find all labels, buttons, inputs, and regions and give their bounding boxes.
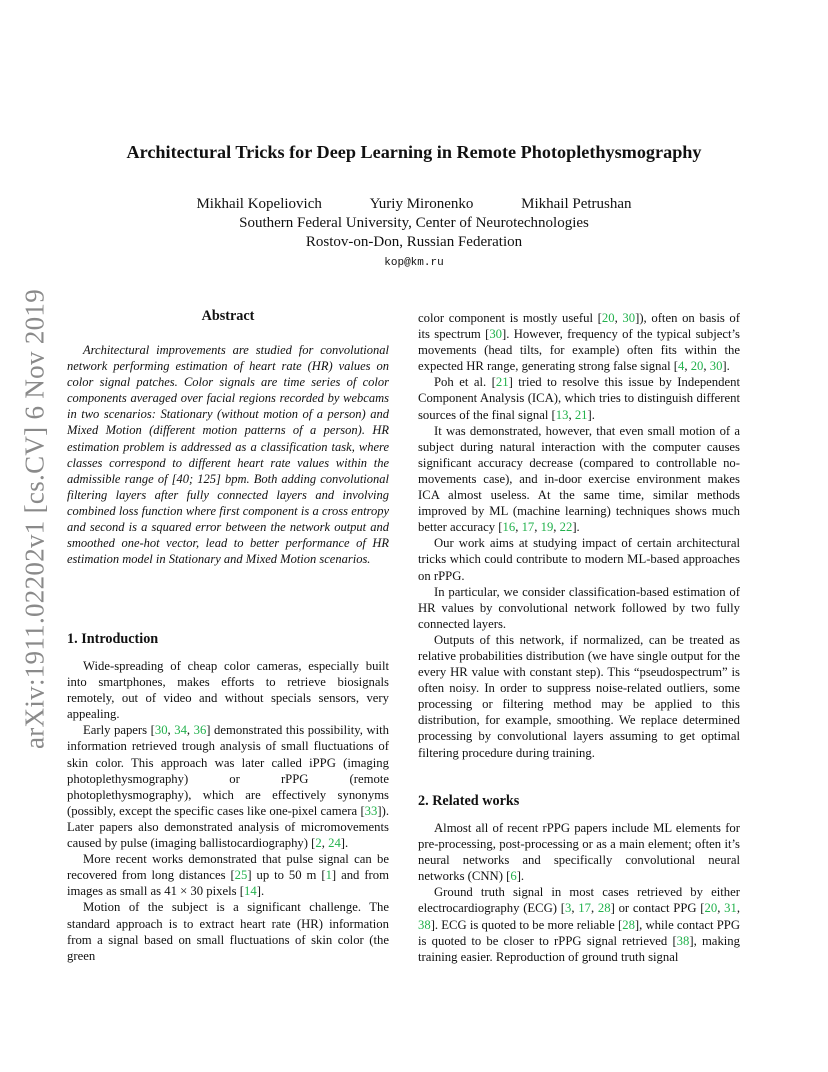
citation-link[interactable]: 24: [328, 836, 341, 851]
citation-link[interactable]: 38: [418, 917, 431, 932]
citation-link[interactable]: 16: [502, 520, 516, 535]
author-list: [0, 196, 828, 213]
citation-link[interactable]: 28: [622, 917, 635, 932]
paragraph: Almost all of recent rPPG papers include ML elements for pre-processing, post-processing or as a main element; often it’s neural networks and specifically convolutional neural networks (CNN) [6].: [418, 821, 740, 884]
citation-link[interactable]: 28: [597, 901, 611, 916]
paragraph: Ground truth signal in most cases retrieved by either electrocardiography (ECG) [3, 17, 28] or contact PPG [20, 31, 38]. ECG is quoted to be more reliable [28], while contact PPG is quoted to be closer to rPPG signal retrieved [38], making training easier. Reproduction of ground truth signal: [418, 885, 740, 964]
citation-link[interactable]: 20: [690, 359, 704, 374]
paragraph: Wide-spreading of cheap color cameras, especially built into smartphones, makes efforts to retrieve biosignals remotely, out of video and without specials sensors, very appealing.: [67, 659, 389, 722]
paragraph: Our work aims at studying impact of certain architectural tricks which could contribute to modern ML-based approaches on rPPG.: [418, 536, 740, 583]
arxiv-stamp-text: arXiv:1911.02202v1 [cs.CV] 6 Nov 2019: [19, 288, 50, 750]
author-email: kop@km.ru: [384, 257, 444, 269]
citation-link[interactable]: 36: [193, 723, 207, 738]
citation-link[interactable]: 33: [364, 803, 378, 818]
citation-link[interactable]: 6: [510, 869, 517, 884]
citation-link[interactable]: 2: [315, 836, 322, 851]
citation-link[interactable]: 30: [489, 327, 502, 342]
author-2: Yuriy Mironenko: [369, 196, 474, 212]
citation-link[interactable]: 14: [244, 884, 257, 899]
abstract-body: [67, 342, 389, 567]
abstract-text: Architectural improvements are studied for convolutional network performing estimation of heart rate (HR) values on color signal patches. Color signals are time series of color components averaged over facial regions recorded by webcams in two scenarios: Stationary (without motion of a person) and Mixed Motion (different motion patterns of a person). HR estimation problem is addressed as a classification task, where classes correspond to different heart rate values within the admissible range of [40; 125] bpm. Both adding convolutional filtering layers after fully connected layers and involving combined loss function where first component is a cross entropy and second is a squared error between the network output and smoothed one-hot vector, lead to better performance of HR estimation model in Stationary and Mixed Motion scenarios.: [67, 343, 389, 567]
paragraph: Early papers [30, 34, 36] demonstrated this possibility, with information retrieved trough analysis of small fluctuations of skin color. This approach was later called iPPG (imaging photoplethysmography) or rPPG (remote photoplethysmography), which are effectively synonyms (possibly, except the specific cases like one-pixel camera [33]). Later papers also demonstrated analysis of micromovements caused by pulse (imaging ballistocardiography) [2, 24].: [67, 723, 390, 851]
citation-link[interactable]: 20: [601, 311, 615, 325]
paragraph: Motion of the subject is a significant challenge. The standard approach is to extract heart rate (HR) information from a signal based on small fluctuations of skin color (the green: [67, 900, 389, 963]
citation-link[interactable]: 25: [234, 868, 248, 883]
citation-link[interactable]: 1: [325, 868, 332, 883]
citation-link[interactable]: 17: [521, 520, 535, 535]
citation-link[interactable]: 30: [709, 359, 723, 374]
paragraph: Outputs of this network, if normalized, can be treated as relative probabilities distribution (we have single output for the every HR value with constant step). This “pseudospectrum” is often noisy. In order to suppress noise-related outliers, some processing or filtering method may be applied to this distribution, for example, smoothing. We replace determined processing by convolutional layers assuming to get optimal filtering procedure during training.: [418, 632, 740, 760]
paper-title: Architectural Tricks for Deep Learning in Remote Photoplethysmography: [126, 142, 702, 162]
section-heading-related-works: 2. Related works: [418, 793, 520, 809]
section-heading-introduction: 1. Introduction: [67, 631, 159, 647]
right-column-body-top: [418, 310, 740, 761]
location: Rostov-on-Don, Russian Federation: [305, 234, 523, 250]
citation-link[interactable]: 17: [578, 901, 591, 916]
arxiv-stamp: [12, 284, 58, 754]
citation-link[interactable]: 21: [574, 407, 588, 422]
paragraph: More recent works demonstrated that pulse signal can be recovered from long distances [25] up to 50 m [1] and from images as small as 41 × 30 pixels [14].: [67, 852, 389, 899]
citation-link[interactable]: 13: [555, 407, 569, 422]
citation-link[interactable]: 34: [174, 723, 187, 738]
citation-link[interactable]: 4: [678, 359, 685, 374]
citation-link[interactable]: 19: [540, 520, 554, 535]
author-3: Mikhail Petrushan: [521, 196, 632, 212]
affiliation: Southern Federal University, Center of Neurotechnologies: [239, 215, 589, 231]
abstract-heading: Abstract: [201, 308, 255, 324]
paragraph: In particular, we consider classification-based estimation of HR values by convolutional network followed by two fully connected layers.: [418, 584, 740, 631]
citation-link[interactable]: 31: [724, 901, 737, 916]
right-column-body-bottom: [418, 820, 740, 965]
paragraph: color component is mostly useful [20, 30]), often on basis of its spectrum [30]. However, frequency of the typical subject’s movements (head tilts, for example) often fits within the expected HR range, generating strong false signal [4, 20, 30].: [418, 311, 740, 374]
author-1: Mikhail Kopeliovich: [196, 196, 322, 212]
citation-link[interactable]: 38: [676, 933, 690, 948]
left-column-body: [67, 658, 389, 964]
citation-link[interactable]: 22: [559, 520, 573, 535]
paragraph: It was demonstrated, however, that even small motion of a subject during natural interaction with the computer causes significant accuracy decrease (compared to controllable no-movements case), and in-door exercise environment makes ICA almost useless. At the same time, similar methods improved by ML (machine learning) techniques shows much better accuracy [16, 17, 19, 22].: [418, 423, 740, 535]
citation-link[interactable]: 3: [565, 901, 572, 916]
paragraph: Poh et al. [21] tried to resolve this issue by Independent Component Analysis (ICA), which tries to distinguish different sources of the final signal [13, 21].: [418, 375, 740, 422]
citation-link[interactable]: 30: [154, 723, 168, 738]
citation-link[interactable]: 30: [622, 311, 636, 325]
citation-link[interactable]: 20: [704, 901, 718, 916]
citation-link[interactable]: 21: [495, 375, 509, 390]
